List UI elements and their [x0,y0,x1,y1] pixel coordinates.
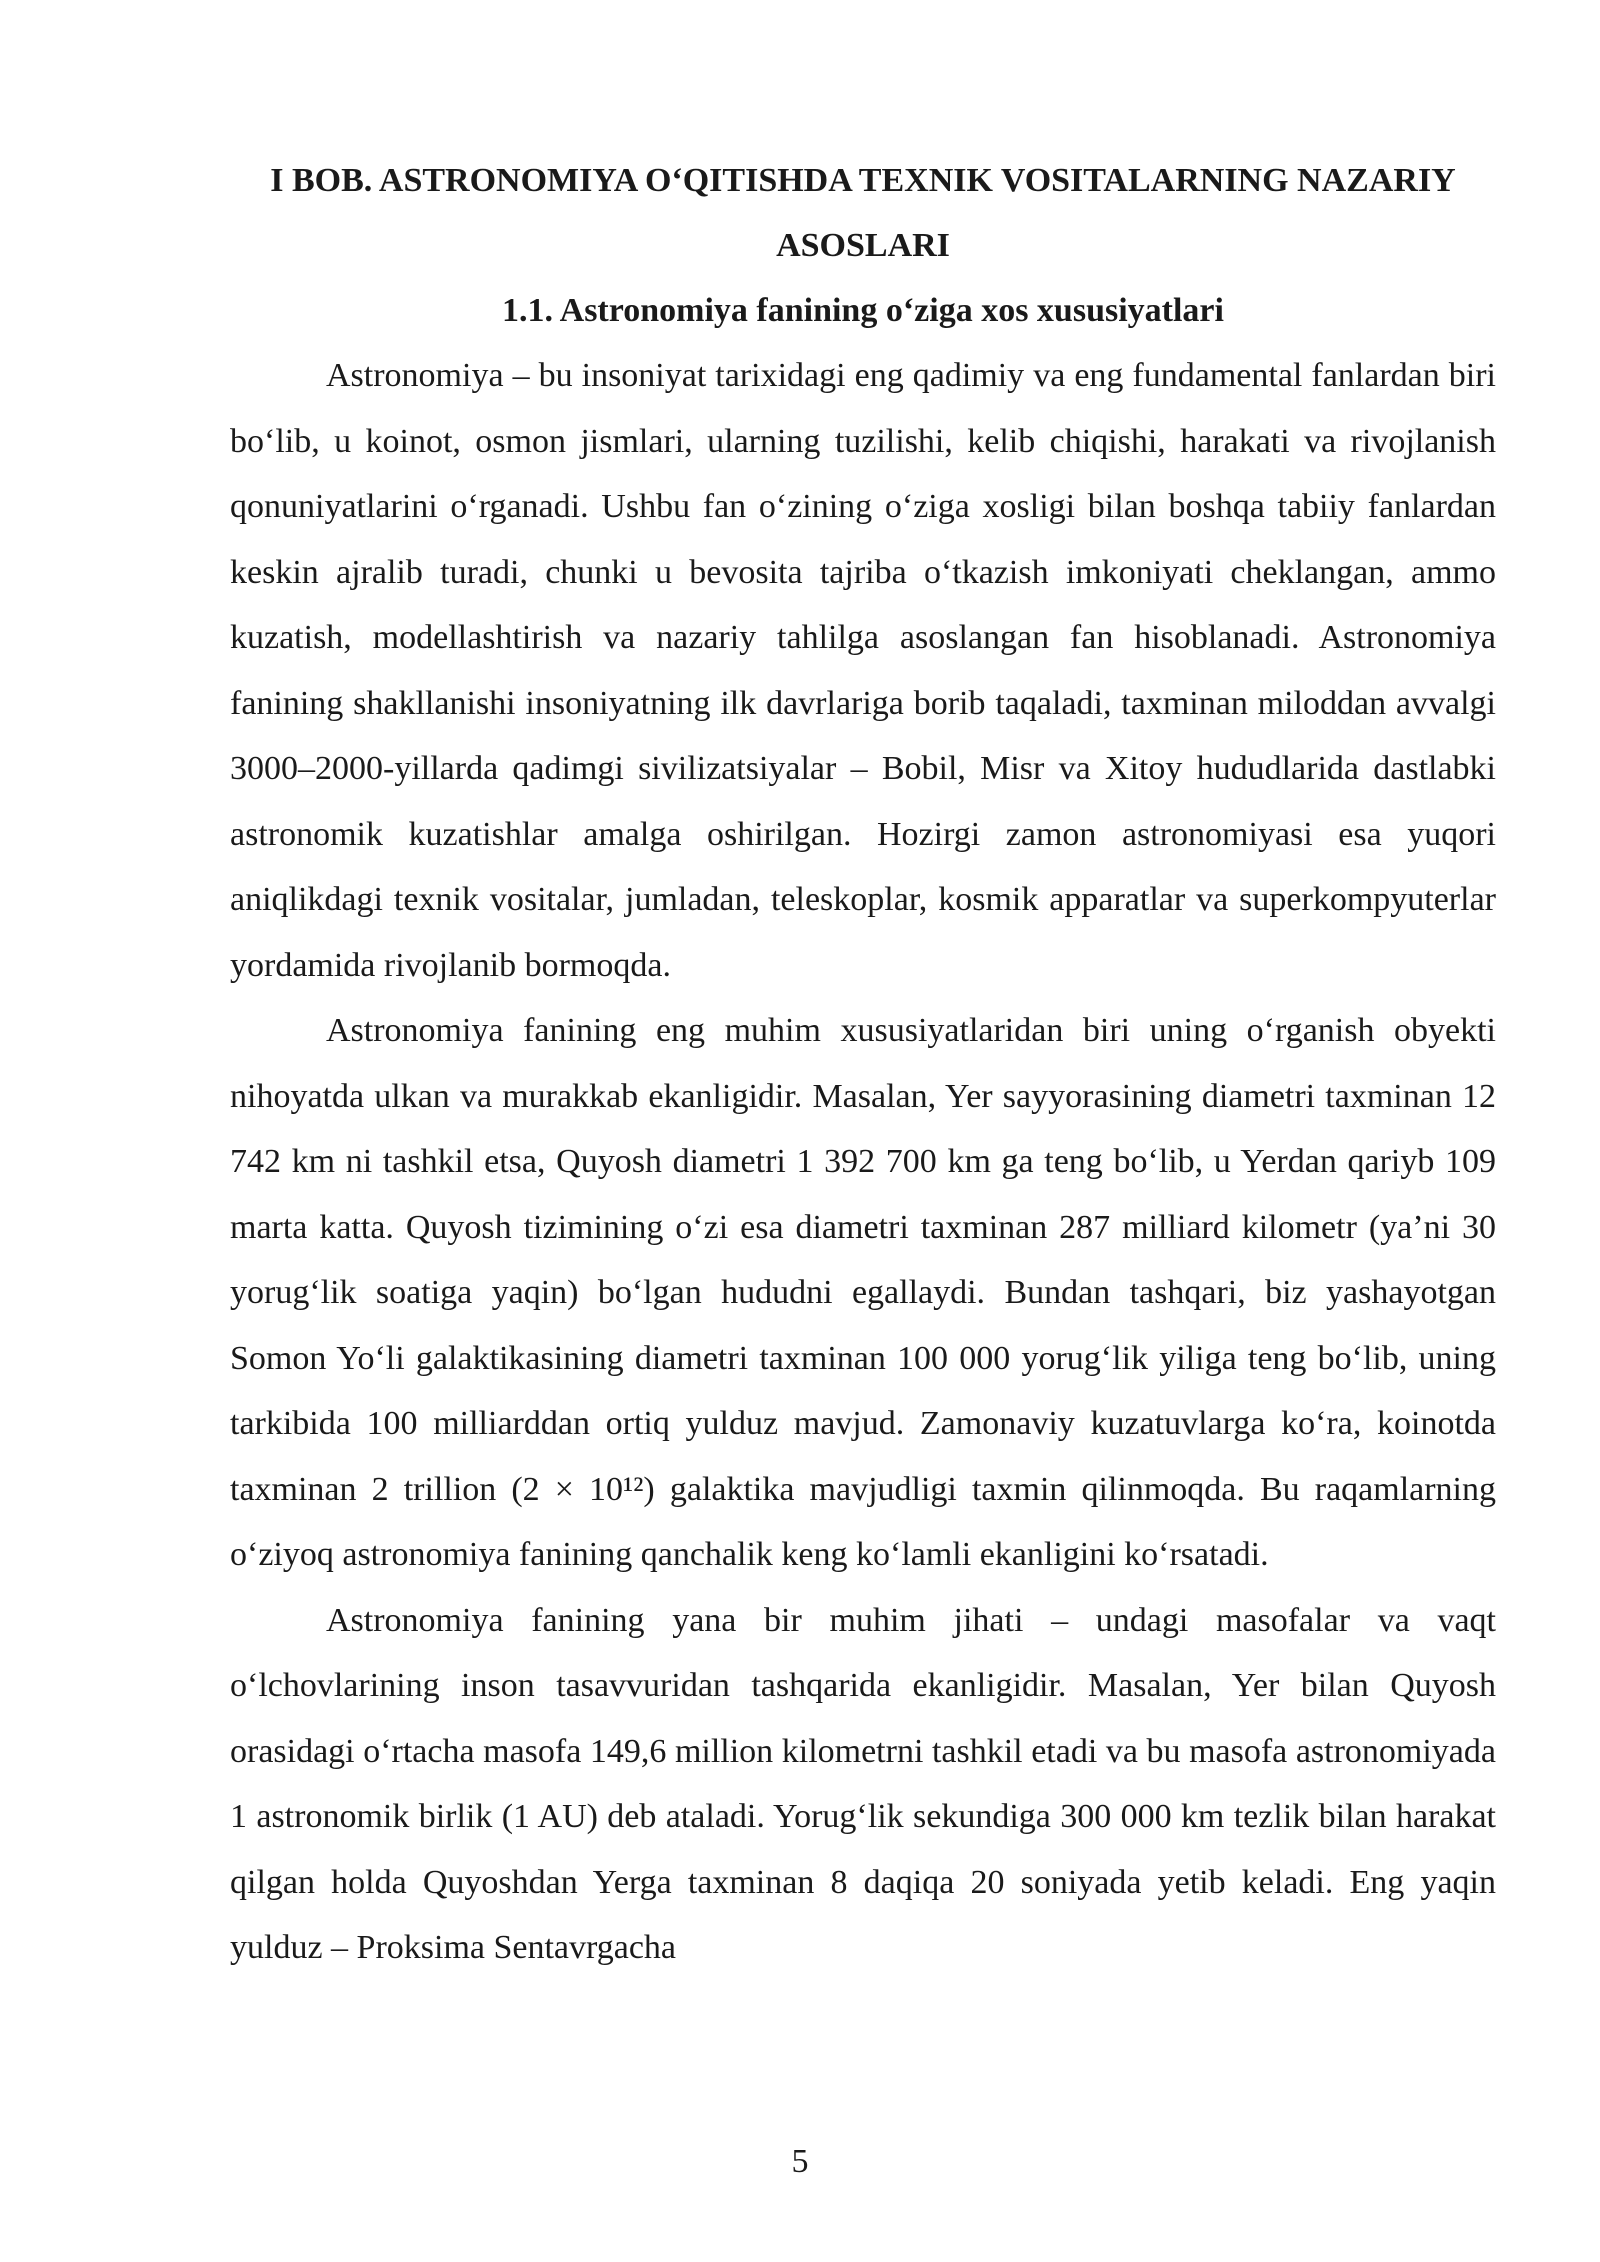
document-page [230,148,1496,1981]
chapter-title: I BOB. ASTRONOMIYA O‘QITISHDA TEXNIK VOSITALARNING NAZARIY ASOSLARI [270,162,1456,264]
paragraph-3: Astronomiya fanining yana bir muhim jihati – undagi masofalar va vaqt o‘lchovlarining inson tasavvuridan tashqarida ekanligidir. Masalan, Yer bilan Quyosh orasidagi o‘rtacha masofa 149,6 million kilometrni tashkil etadi va bu masofa astronomiyada 1 astronomik birlik (1 AU) deb ataladi. Yorug‘lik sekundiga 300 000 km tezlik bilan harakat qilgan holda Quyoshdan Yerga taxminan 8 daqiqa 20 soniyada yetib keladi. Eng yaqin yulduz – Proksima Sentavrgacha [230,1601,1496,1966]
paragraph-1: Astronomiya – bu insoniyat tarixidagi eng qadimiy va eng fundamental fanlardan biri bo‘lib, u koinot, osmon jismlari, ularning tuzilishi, kelib chiqishi, harakati va rivojlanish qonuniyatlarini o‘rganadi. Ushbu fan o‘zining o‘ziga xosligi bilan boshqa tabiiy fanlardan keskin ajralib turadi, chunki u bevosita tajriba o‘tkazish imkoniyati cheklangan, ammo kuzatish, modellashtirish va nazariy tahlilga asoslangan fan hisoblanadi. Astronomiya fanining shakllanishi insoniyatning ilk davrlariga borib taqaladi, taxminan miloddan avvalgi 3000–2000-yillarda qadimgi sivilizatsiyalar – Bobil, Misr va Xitoy hududlarida dastlabki astronomik kuzatishlar amalga oshirilgan. Hozirgi zamon astronomiyasi esa yuqori aniqlikdagi texnik vositalar, jumladan, teleskoplar, kosmik apparatlar va superkompyuterlar yordamida rivojlanib bormoqda. [230,357,1496,984]
paragraph-2: Astronomiya fanining eng muhim xususiyatlaridan biri uning o‘rganish obyekti nihoyatda ulkan va murakkab ekanligidir. Masalan, Yer sayyorasining diametri taxminan 12 742 km ni tashkil etsa, Quyosh diametri 1 392 700 km ga teng bo‘lib, u Yerdan qariyb 109 marta katta. Quyosh tizimining o‘zi esa diametri taxminan 287 milliard kilometr (ya’ni 30 yorug‘lik soatiga yaqin) bo‘lgan hududni egallaydi. Bundan tashqari, biz yashayotgan Somon Yo‘li galaktikasining diametri taxminan 100 000 yorug‘lik yiliga teng bo‘lib, uning tarkibida 100 milliarddan ortiq yulduz mavjud. Zamonaviy kuzatuvlarga ko‘ra, koinotda taxminan 2 trillion (2 × 10¹²) galaktika mavjudligi taxmin qilinmoqda. Bu raqamlarning o‘ziyoq astronomiya fanining qanchalik keng ko‘lamli ekanligini ko‘rsatadi. [230,1012,1496,1573]
page-number: 5 [791,2143,809,2180]
section-title: 1.1. Astronomiya fanining o‘ziga xos xususiyatlari [502,292,1224,329]
